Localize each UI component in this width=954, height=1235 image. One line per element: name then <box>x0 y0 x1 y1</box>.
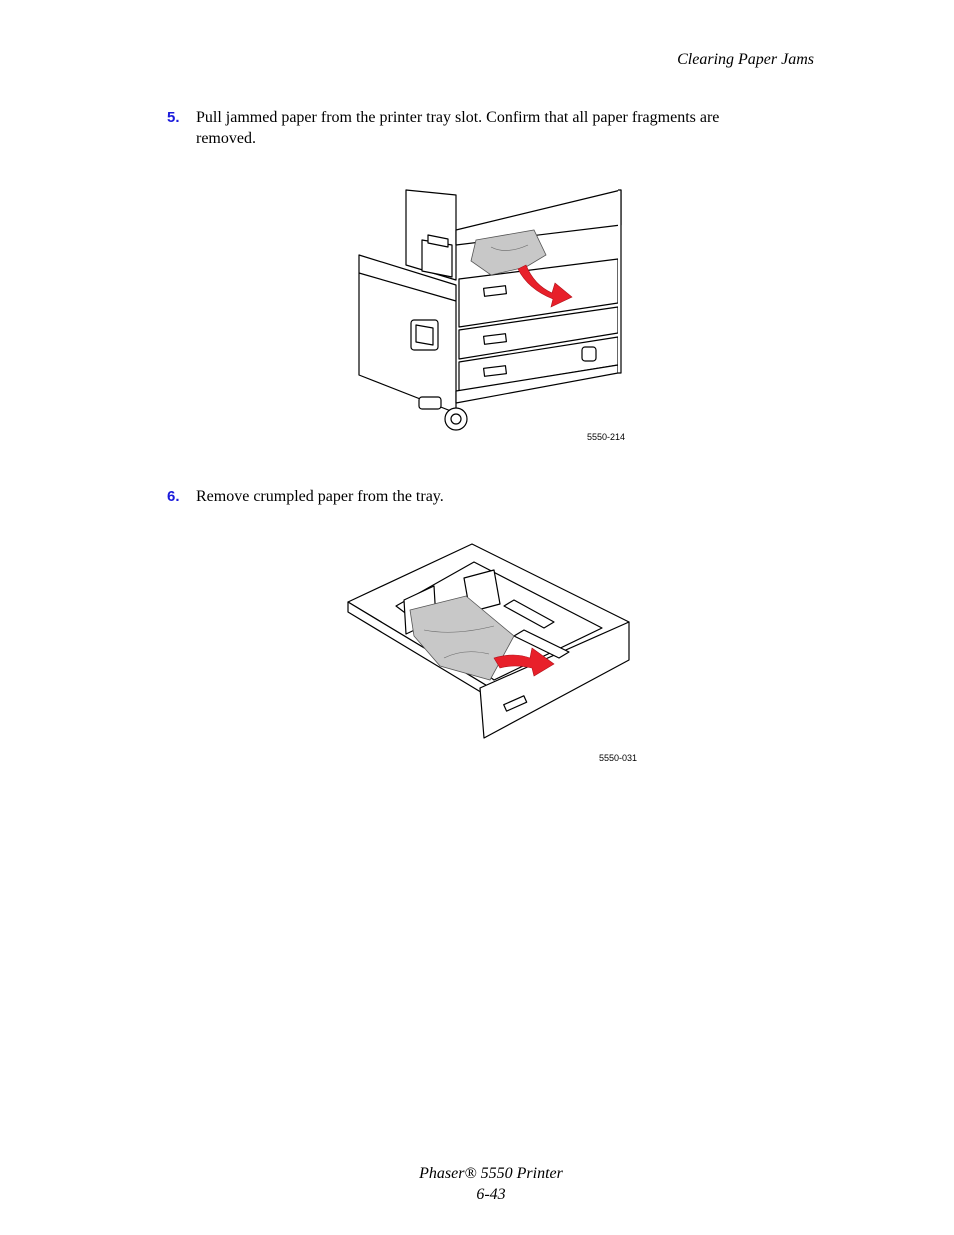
running-header: Clearing Paper Jams <box>677 51 814 68</box>
product-name: Phaser® 5550 Printer <box>419 1165 563 1182</box>
step-number: 6. <box>167 488 180 505</box>
step-number: 5. <box>167 109 180 126</box>
step-5 <box>167 107 777 149</box>
figure-label: 5550-031 <box>599 753 638 763</box>
step-text: Remove crumpled paper from the tray. <box>196 488 444 505</box>
paper-tray-illustration <box>344 540 640 768</box>
figure-label: 5550-214 <box>587 432 626 442</box>
printer-drawing <box>356 185 626 445</box>
page-number: 6-43 <box>476 1186 506 1203</box>
printer-tray-slot-illustration <box>356 185 626 445</box>
page-footer <box>0 1163 954 1205</box>
tray-drawing <box>344 540 640 768</box>
step-6 <box>167 486 777 507</box>
step-text: Pull jammed paper from the printer tray slot. Confirm that all paper fragments are removed. <box>196 109 720 147</box>
